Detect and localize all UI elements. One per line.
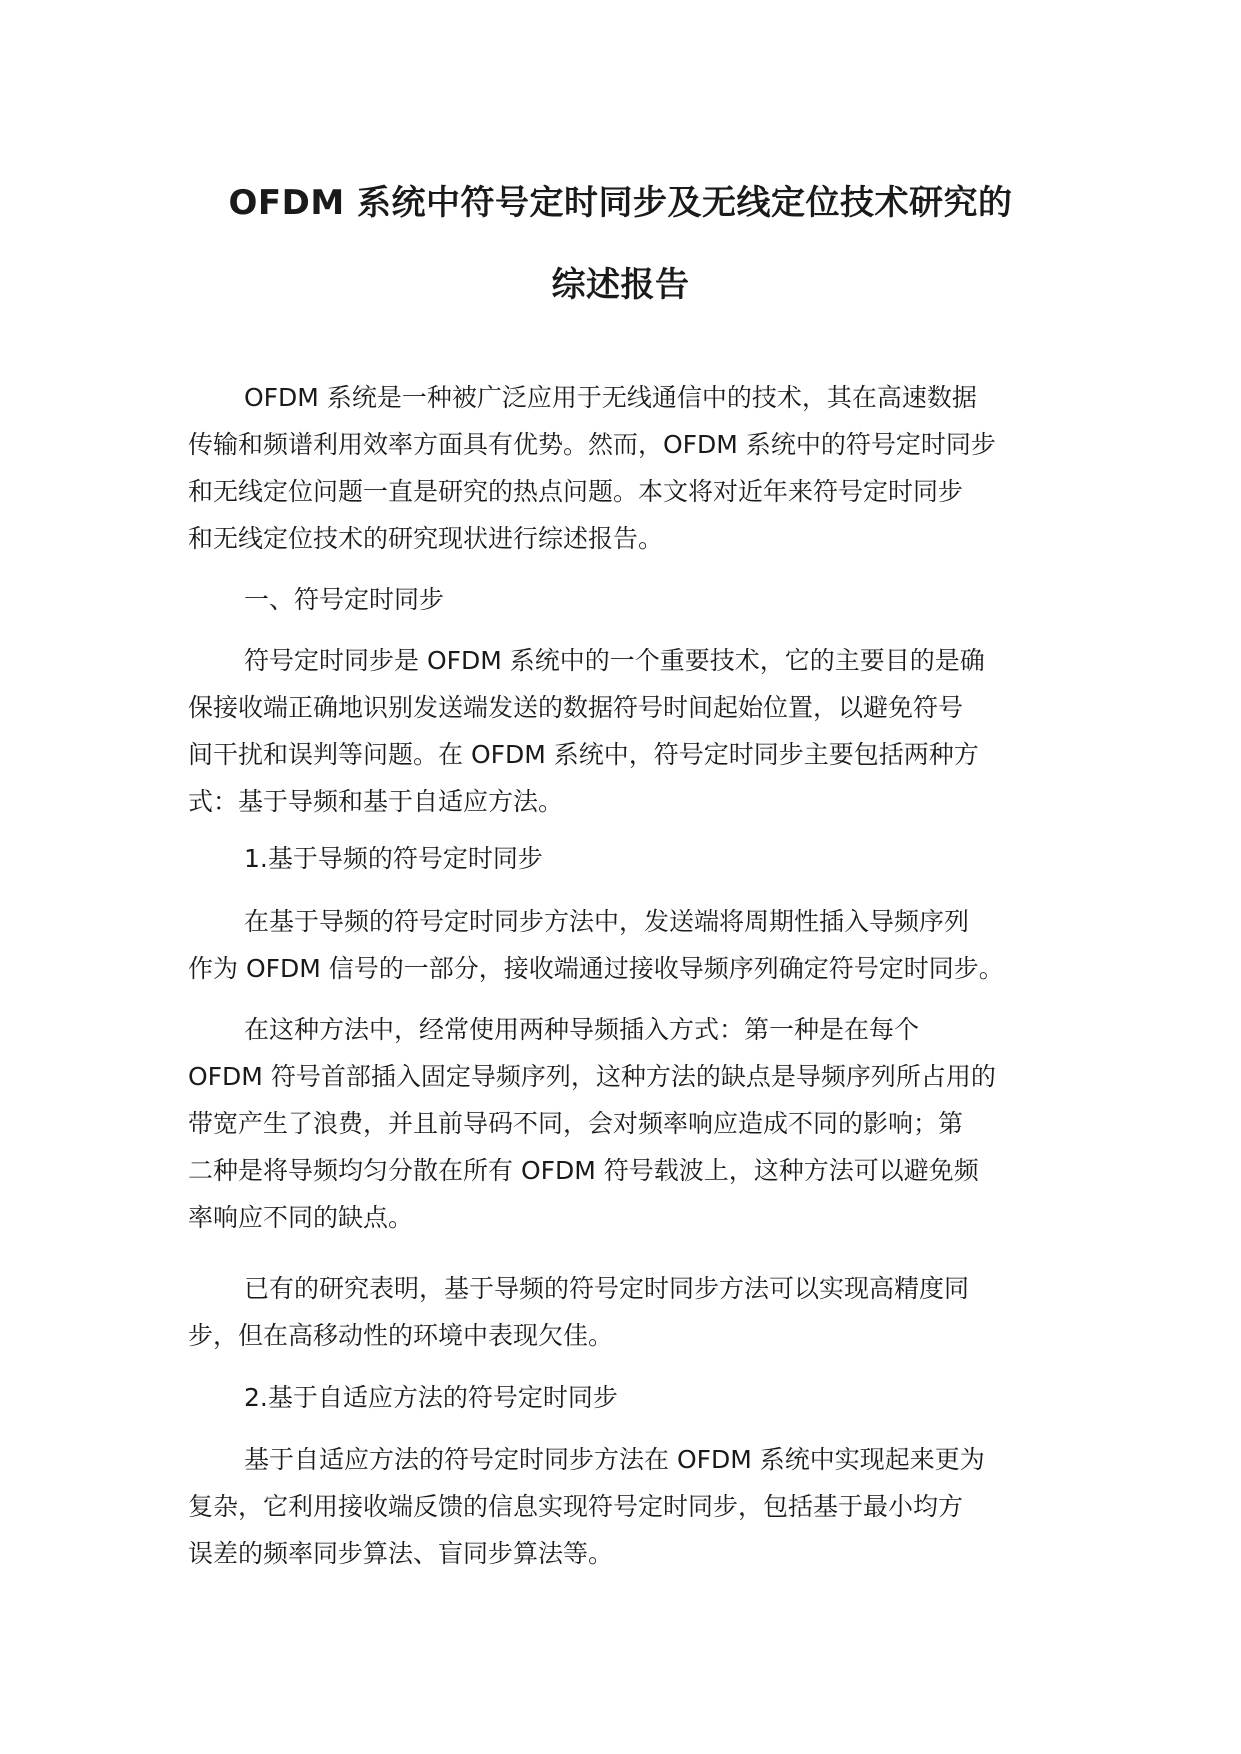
paragraph-line: 保接收端正确地识别发送端发送的数据符号时间起始位置，以避免符号	[188, 693, 964, 722]
subsection-heading-text: 1.基于导频的符号定时同步	[244, 844, 543, 873]
paragraph-line: 已有的研究表明，基于导频的符号定时同步方法可以实现高精度同	[244, 1274, 970, 1303]
section-heading-symbol-timing	[188, 576, 1088, 623]
paragraph-line: 带宽产生了浪费，并且前导码不同，会对频率响应造成不同的影响；第	[188, 1109, 964, 1138]
symbol-timing-paragraph	[188, 637, 1088, 825]
section-heading-text: 一、符号定时同步	[244, 585, 445, 614]
paragraph-line: OFDM 系统是一种被广泛应用于无线通信中的技术，其在高速数据	[244, 383, 977, 412]
pilot-research-paragraph	[188, 1265, 1088, 1359]
paragraph-line: 和无线定位技术的研究现状进行综述报告。	[188, 524, 664, 553]
document-title-line-1: OFDM 系统中符号定时同步及无线定位技术研究的	[228, 183, 1013, 223]
intro-paragraph	[188, 374, 1088, 562]
pilot-method-paragraph	[188, 898, 1088, 992]
subsection-heading-pilot	[188, 835, 1088, 882]
paragraph-line: 传输和频谱利用效率方面具有优势。然而，OFDM 系统中的符号定时同步	[188, 430, 996, 459]
paragraph-line: 作为 OFDM 信号的一部分，接收端通过接收导频序列确定符号定时同步。	[188, 954, 1004, 983]
document-title-line-2: 综述报告	[551, 265, 690, 305]
paragraph-line: 在这种方法中，经常使用两种导频插入方式：第一种是在每个	[244, 1015, 920, 1044]
pilot-insertion-paragraph	[188, 1006, 1088, 1241]
subsection-heading-text: 2.基于自适应方法的符号定时同步	[244, 1383, 618, 1412]
paragraph-line: 基于自适应方法的符号定时同步方法在 OFDM 系统中实现起来更为	[244, 1445, 985, 1474]
paragraph-line: 步，但在高移动性的环境中表现欠佳。	[188, 1321, 614, 1350]
paragraph-line: 二种是将导频均匀分散在所有 OFDM 符号载波上，这种方法可以避免频	[188, 1156, 979, 1185]
paragraph-line: OFDM 符号首部插入固定导频序列，这种方法的缺点是导频序列所占用的	[188, 1062, 996, 1091]
paragraph-line: 间干扰和误判等问题。在 OFDM 系统中，符号定时同步主要包括两种方	[188, 740, 979, 769]
paragraph-line: 在基于导频的符号定时同步方法中，发送端将周期性插入导频序列	[244, 907, 970, 936]
subsection-heading-adaptive	[188, 1374, 1088, 1421]
paragraph-line: 式：基于导频和基于自适应方法。	[188, 787, 564, 816]
paragraph-line: 符号定时同步是 OFDM 系统中的一个重要技术，它的主要目的是确	[244, 646, 985, 675]
adaptive-method-paragraph	[188, 1436, 1088, 1577]
paragraph-line: 误差的频率同步算法、盲同步算法等。	[188, 1539, 614, 1568]
paragraph-line: 率响应不同的缺点。	[188, 1203, 414, 1232]
paragraph-line: 复杂，它利用接收端反馈的信息实现符号定时同步，包括基于最小均方	[188, 1492, 964, 1521]
paragraph-line: 和无线定位问题一直是研究的热点问题。本文将对近年来符号定时同步	[188, 477, 964, 506]
